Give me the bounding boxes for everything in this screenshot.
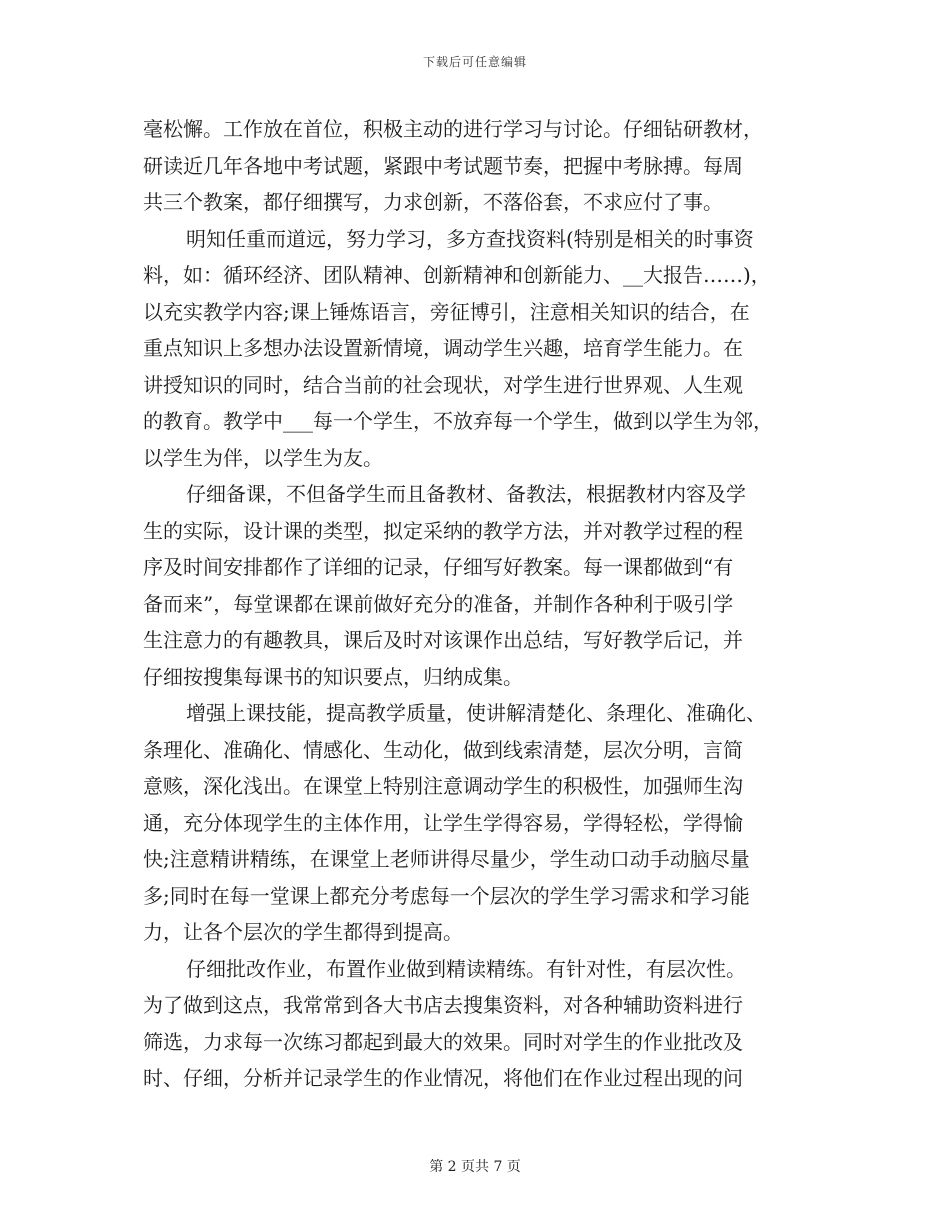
text-line: 意赅，深化浅出。在课堂上特别注意调动学生的积极性，加强师生沟 <box>143 774 743 798</box>
text-line: 共三个教案，都仔细撰写，力求创新，不落俗套，不求应付了事。 <box>143 190 723 214</box>
paragraph-first-line: 仔细备课，不但备学生而且备教材、备教法，根据教材内容及学 <box>186 482 746 506</box>
paragraph-first-line: 增强上课技能，提高教学质量，使讲解清楚化、条理化、准确化、 <box>186 701 766 725</box>
text-line: 备而来”，每堂课都在课前做好充分的准备，并制作各种利于吸引学 <box>143 591 734 616</box>
text-line: 研读近几年各地中考试题，紧跟中考试题节奏，把握中考脉搏。每周 <box>143 153 743 178</box>
text-line: 仔细按搜集每课书的知识要点，归纳成集。 <box>143 664 523 689</box>
page-header: 下载后可任意编辑 <box>422 55 527 69</box>
text-line: 快;注意精讲精练，在课堂上老师讲得尽量少，学生动口动手动脑尽量 <box>143 847 750 871</box>
text-line: 序及时间安排都作了详细的记录，仔细写好教案。每一课都做到“有 <box>143 555 734 579</box>
text-line: 讲授知识的同时，结合当前的社会现状，对学生进行世界观、人生观 <box>143 372 743 397</box>
text-line: 重点知识上多想办法设置新情境，调动学生兴趣，培育学生能力。在 <box>143 336 743 360</box>
page-number: 第 2 页共 7 页 <box>429 1159 521 1175</box>
text-line: 生注意力的有趣教具，课后及时对该课作出总结，写好教学后记，并 <box>143 628 743 652</box>
text-line: 多;同时在每一堂课上都充分考虑每一个层次的学生学习需求和学习能 <box>143 883 750 908</box>
text-line: 以充实教学内容;课上锤炼语言，旁征博引，注意相关知识的结合，在 <box>143 299 750 324</box>
text-line: 毫松懈。工作放在首位，积极主动的进行学习与讨论。仔细钻研教材， <box>143 117 763 141</box>
text-line: 料，如：循环经济、团队精神、创新精神和创新能力、__大报告……)， <box>143 263 771 287</box>
text-line: 的教育。教学中___每一个学生，不放弃每一个学生，做到以学生为邻， <box>143 409 773 433</box>
text-line: 条理化、准确化、情感化、生动化，做到线索清楚，层次分明，言简 <box>143 737 743 762</box>
text-line: 力，让各个层次的学生都得到提高。 <box>143 920 463 944</box>
text-line: 为了做到这点，我常常到各大书店去搜集资料，对各种辅助资料进行 <box>143 993 743 1017</box>
text-line: 筛选，力求每一次练习都起到最大的效果。同时对学生的作业批改及 <box>143 1029 743 1054</box>
document-body <box>143 111 813 1097</box>
paragraph-first-line: 明知任重而道远，努力学习，多方查找资料(特别是相关的时事资 <box>186 226 754 251</box>
text-line: 通，充分体现学生的主体作用，让学生学得容易，学得轻松，学得愉 <box>143 810 743 835</box>
text-line: 时、仔细，分析并记录学生的作业情况，将他们在作业过程出现的问 <box>143 1066 743 1090</box>
paragraph-first-line: 仔细批改作业，布置作业做到精读精练。有针对性，有层次性。 <box>186 956 746 981</box>
text-line: 以学生为伴，以学生为友。 <box>143 445 383 470</box>
text-line: 生的实际，设计课的类型，拟定采纳的教学方法，并对教学过程的程 <box>143 518 743 543</box>
